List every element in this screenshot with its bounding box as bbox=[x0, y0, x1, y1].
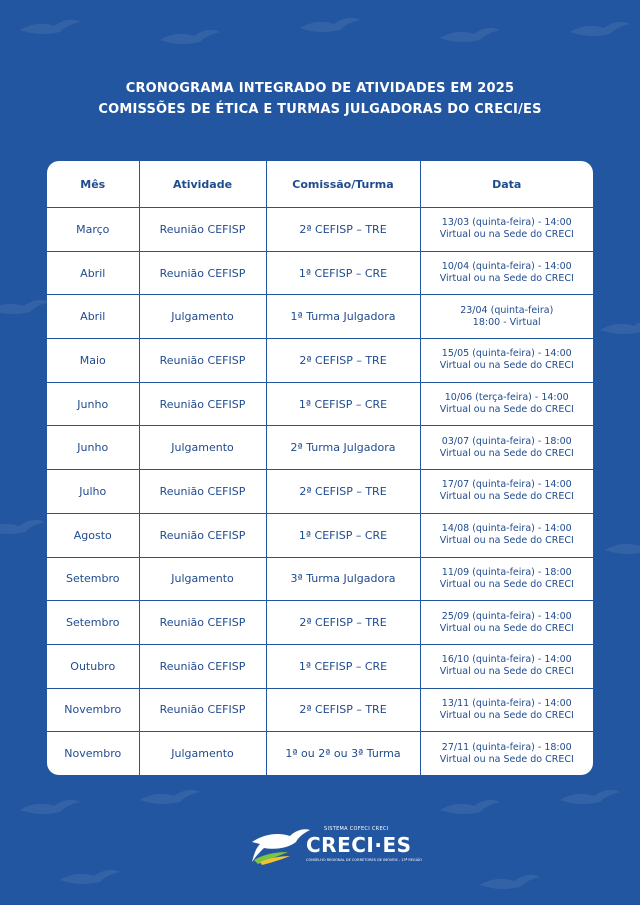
cell-mes: Junho bbox=[47, 382, 139, 426]
cell-atividade: Reunião CEFISP bbox=[139, 513, 266, 557]
cell-atividade: Reunião CEFISP bbox=[139, 688, 266, 732]
cell-atividade: Reunião CEFISP bbox=[139, 382, 266, 426]
date-location-line: Virtual ou na Sede do CRECI bbox=[439, 666, 574, 678]
cell-mes: Outubro bbox=[47, 644, 139, 688]
cell-atividade: Julgamento bbox=[139, 295, 266, 339]
cell-comissao: 1ª CEFISP – CRE bbox=[266, 644, 420, 688]
table-row bbox=[47, 382, 593, 426]
column-header-atividade: Atividade bbox=[139, 161, 266, 208]
date-location-line: Virtual ou na Sede do CRECI bbox=[439, 273, 574, 285]
cell-atividade: Reunião CEFISP bbox=[139, 601, 266, 645]
table-row bbox=[47, 601, 593, 645]
date-time-line: 14/08 (quinta-feira) - 14:00 bbox=[441, 523, 572, 535]
cell-data bbox=[420, 251, 593, 295]
cell-data bbox=[420, 208, 593, 252]
cell-atividade: Reunião CEFISP bbox=[139, 644, 266, 688]
table-row bbox=[47, 470, 593, 514]
cell-comissao: 2ª CEFISP – TRE bbox=[266, 470, 420, 514]
logo-text: CRECI·ES bbox=[306, 833, 412, 857]
date-location-line: Virtual ou na Sede do CRECI bbox=[439, 447, 574, 459]
cell-data bbox=[420, 382, 593, 426]
date-time-line: 11/09 (quinta-feira) - 18:00 bbox=[441, 566, 572, 578]
creci-es-logo bbox=[250, 822, 422, 866]
cell-mes: Março bbox=[47, 208, 139, 252]
cell-mes: Agosto bbox=[47, 513, 139, 557]
date-location-line: Virtual ou na Sede do CRECI bbox=[439, 709, 574, 721]
cell-comissao: 2ª CEFISP – TRE bbox=[266, 339, 420, 383]
cell-atividade: Julgamento bbox=[139, 732, 266, 775]
date-location-line: Virtual ou na Sede do CRECI bbox=[439, 404, 574, 416]
table-row bbox=[47, 557, 593, 601]
cell-data bbox=[420, 601, 593, 645]
date-time-line: 17/07 (quinta-feira) - 14:00 bbox=[441, 479, 572, 491]
table-row bbox=[47, 426, 593, 470]
date-time-line: 15/05 (quinta-feira) - 14:00 bbox=[441, 348, 572, 360]
table-row bbox=[47, 732, 593, 775]
cell-mes: Julho bbox=[47, 470, 139, 514]
cell-data bbox=[420, 644, 593, 688]
schedule-table-card bbox=[47, 161, 593, 775]
table-row bbox=[47, 295, 593, 339]
cell-atividade: Julgamento bbox=[139, 426, 266, 470]
schedule-table bbox=[47, 161, 593, 775]
date-location-line: Virtual ou na Sede do CRECI bbox=[439, 753, 574, 765]
table-row bbox=[47, 251, 593, 295]
date-location-line: Virtual ou na Sede do CRECI bbox=[439, 491, 574, 503]
cell-atividade: Julgamento bbox=[139, 557, 266, 601]
table-row bbox=[47, 644, 593, 688]
date-location-line: 18:00 - Virtual bbox=[472, 316, 541, 328]
date-time-line: 10/04 (quinta-feira) - 14:00 bbox=[441, 261, 572, 273]
cell-comissao: 2ª Turma Julgadora bbox=[266, 426, 420, 470]
cell-mes: Novembro bbox=[47, 688, 139, 732]
date-time-line: 03/07 (quinta-feira) - 18:00 bbox=[441, 435, 572, 447]
cell-mes: Abril bbox=[47, 295, 139, 339]
cell-data bbox=[420, 295, 593, 339]
cell-atividade: Reunião CEFISP bbox=[139, 470, 266, 514]
page-title bbox=[0, 78, 640, 120]
date-location-line: Virtual ou na Sede do CRECI bbox=[439, 360, 574, 372]
cell-data bbox=[420, 513, 593, 557]
cell-data bbox=[420, 732, 593, 775]
title-line-1: CRONOGRAMA INTEGRADO DE ATIVIDADES EM 2025 bbox=[125, 81, 515, 96]
cell-mes: Novembro bbox=[47, 732, 139, 775]
date-time-line: 16/10 (quinta-feira) - 14:00 bbox=[441, 654, 572, 666]
date-location-line: Virtual ou na Sede do CRECI bbox=[439, 578, 574, 590]
cell-mes: Maio bbox=[47, 339, 139, 383]
cell-comissao: 1ª ou 2ª ou 3ª Turma bbox=[266, 732, 420, 775]
cell-data bbox=[420, 688, 593, 732]
date-location-line: Virtual ou na Sede do CRECI bbox=[439, 622, 574, 634]
cell-mes: Setembro bbox=[47, 601, 139, 645]
cell-mes: Abril bbox=[47, 251, 139, 295]
cell-mes: Junho bbox=[47, 426, 139, 470]
system-label: SISTEMA COFECI CRECI bbox=[324, 826, 389, 832]
cell-comissao: 1ª CEFISP – CRE bbox=[266, 251, 420, 295]
date-location-line: Virtual ou na Sede do CRECI bbox=[439, 229, 574, 241]
cell-comissao: 2ª CEFISP – TRE bbox=[266, 208, 420, 252]
column-header-mes: Mês bbox=[47, 161, 139, 208]
hummingbird-icon bbox=[250, 822, 310, 866]
date-time-line: 10/06 (terça-feira) - 14:00 bbox=[444, 392, 569, 404]
table-row bbox=[47, 208, 593, 252]
column-header-data: Data bbox=[420, 161, 593, 208]
table-row bbox=[47, 688, 593, 732]
logo-subtitle: CONSELHO REGIONAL DE CORRETORES DE IMÓVEIS - 13ª REGIÃO bbox=[306, 858, 422, 862]
date-time-line: 13/03 (quinta-feira) - 14:00 bbox=[441, 217, 572, 229]
date-time-line: 25/09 (quinta-feira) - 14:00 bbox=[441, 610, 572, 622]
cell-comissao: 1ª CEFISP – CRE bbox=[266, 382, 420, 426]
column-header-comissao: Comissão/Turma bbox=[266, 161, 420, 208]
table-row bbox=[47, 513, 593, 557]
table-header-row bbox=[47, 161, 593, 208]
cell-comissao: 3ª Turma Julgadora bbox=[266, 557, 420, 601]
cell-atividade: Reunião CEFISP bbox=[139, 208, 266, 252]
cell-comissao: 1ª Turma Julgadora bbox=[266, 295, 420, 339]
date-time-line: 27/11 (quinta-feira) - 18:00 bbox=[441, 741, 572, 753]
cell-data bbox=[420, 426, 593, 470]
title-line-2: COMISSÕES DE ÉTICA E TURMAS JULGADORAS DO CRECI/ES bbox=[98, 102, 542, 117]
cell-data bbox=[420, 470, 593, 514]
date-time-line: 23/04 (quinta-feira) bbox=[460, 304, 554, 316]
date-time-line: 13/11 (quinta-feira) - 14:00 bbox=[441, 697, 572, 709]
date-location-line: Virtual ou na Sede do CRECI bbox=[439, 535, 574, 547]
cell-comissao: 2ª CEFISP – TRE bbox=[266, 601, 420, 645]
cell-comissao: 2ª CEFISP – TRE bbox=[266, 688, 420, 732]
cell-mes: Setembro bbox=[47, 557, 139, 601]
cell-atividade: Reunião CEFISP bbox=[139, 251, 266, 295]
cell-data bbox=[420, 557, 593, 601]
table-row bbox=[47, 339, 593, 383]
cell-atividade: Reunião CEFISP bbox=[139, 339, 266, 383]
cell-comissao: 1ª CEFISP – CRE bbox=[266, 513, 420, 557]
cell-data bbox=[420, 339, 593, 383]
